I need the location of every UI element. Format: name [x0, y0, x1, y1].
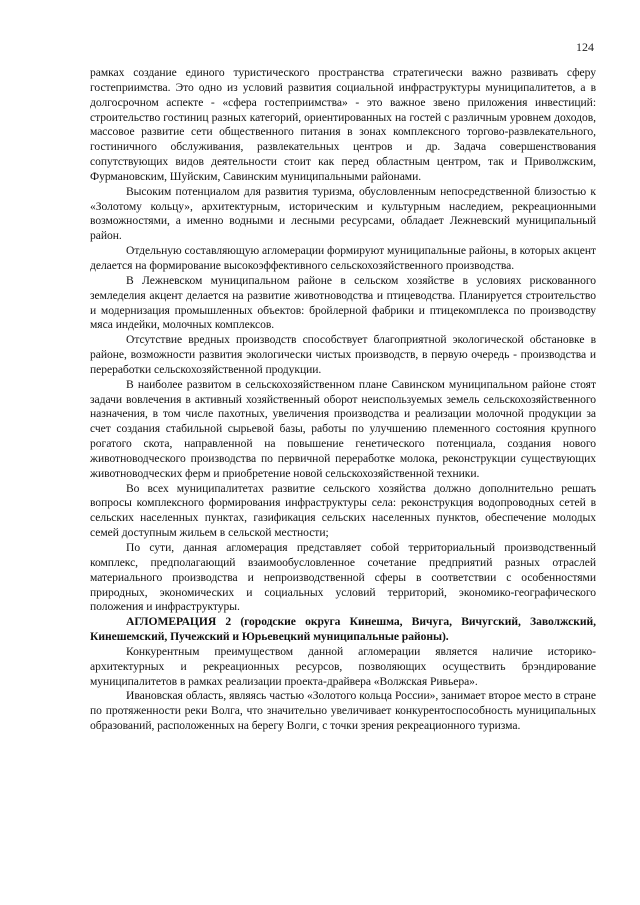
section-heading-agglomeration-2: АГЛОМЕРАЦИЯ 2 (городские округа Кинешма, Вичуга, Вичугский, Заволжский, Кинешемский, Пучежский и Юрьевецкий муниципальные районы). [90, 615, 596, 644]
paragraph-5: Отсутствие вредных производств способствует благоприятной экологической обстановке в районе, возможности развития экологически чистых производств, в первую очередь - производства и переработки сельскохозяйственной продукции. [90, 333, 596, 376]
paragraph-7: Во всех муниципалитетах развитие сельского хозяйства должно дополнительно решать вопросы комплексного формирования инфраструктуры села: реконструкция водопроводных сетей в сельских населенных пунктах, газификация сельских населенных пунктов, обеспечение молодых семей доступным жильем в сельской местности; [90, 481, 596, 540]
paragraph-4: В Лежневском муниципальном районе в сельском хозяйстве в условиях рискованного земледелия акцент делается на развитие животноводства и птицеводства. Планируется строительство и модернизация промышленных объектов: бройлерной фабрики и птицекомплекса по производству мяса индейки, молочных комплексов. [90, 273, 596, 332]
paragraph-3: Отдельную составляющую агломерации формируют муниципальные районы, в которых акцент делается на формирование высокоэффективного сельскохозяйственного производства. [90, 244, 596, 272]
page-body [90, 66, 596, 734]
paragraph-9: Конкурентным преимуществом данной агломерации является наличие историко-архитектурных и рекреационных ресурсов, позволяющих осуществить брэндирование муниципалитетов в рамках реализации проекта-драйвера «Волжская Ривьера». [90, 644, 596, 688]
paragraph-6: В наиболее развитом в сельскохозяйственном плане Савинском муниципальном районе стоят задачи вовлечения в активный хозяйственный оборот неиспользуемых земель сельскохозяйственного назначения, в том числе пахотных, увеличения производства и реализации молочной продукции за счет создания стабильной сырьевой базы, работы по улучшению племенного состояния крупного рогатого скота, направленной на повышение генетического потенциала, создания нового животноводческого производства по первичной переработке молока, реконструкции существующих животноводческих ферм и приобретение новой сельскохозяйственной техники. [90, 377, 596, 480]
paragraph-10: Ивановская область, являясь частью «Золотого кольца России», занимает второе место в стране по протяженности реки Волга, что значительно увеличивает конкурентоспособность муниципальных образований, расположенных на берегу Волги, с точки зрения рекреационного туризма. [90, 689, 596, 733]
paragraph-8: По сути, данная агломерация представляет собой территориальный производственный комплекс, предполагающий взаимообусловленное сочетание предприятий разных отраслей материального производства и непроизводственной сферы в соответствии с особенностями природных, экономических и социальных условий территорий, экономико-географического положения и инфраструктуры. [90, 541, 596, 614]
paragraph-1: рамках создание единого туристического пространства стратегически важно развивать сферу гостеприимства. Это одно из условий развития социальной инфраструктуры муниципалитетов, а в долгосрочном аспекте - «сфера гостеприимства» - это важное звено приложения инвестиций: строительство гостиниц разных категорий, ориентированных на гостей с различным уровнем доходов, массовое развитие сети общественного питания в зонах комплексного торгово-развлекательного, гостиничного обслуживания, развлекательных центров и др. Задача совершенствования сопутствующих видов деятельности стоит как перед областным центром, так и Приволжским, Фурмановским, Шуйским, Савинским муниципальными районами. [90, 66, 596, 183]
paragraph-2: Высоким потенциалом для развития туризма, обусловленным непосредственной близостью к «Золотому кольцу», архитектурным, историческим и культурным наследием, рекреационными возможностями, а именно водными и лесными ресурсами, обладает Лежневский муниципальный район. [90, 184, 596, 243]
page-number: 124 [576, 40, 594, 54]
